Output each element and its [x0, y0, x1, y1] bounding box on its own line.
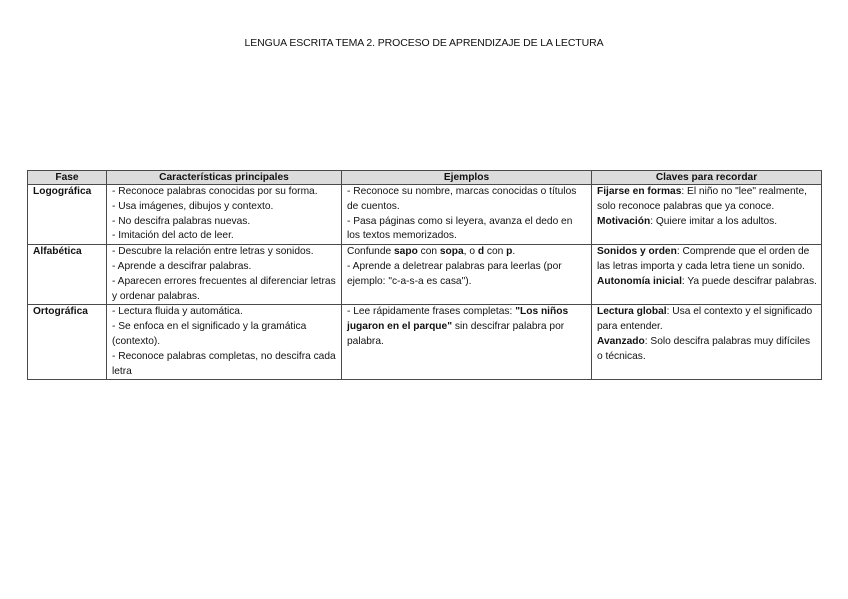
cell-fase — [28, 185, 107, 245]
table-row-alfabetica — [28, 245, 822, 305]
list-item: - Se enfoca en el significado y la gramática (contexto). — [112, 321, 307, 347]
list-item — [347, 305, 587, 349]
cell-caracteristicas — [107, 245, 342, 305]
clave-text: : Usa el contexto y el significado para entender. — [597, 306, 813, 333]
clave-text: : Comprende que el orden de las letras importa y cada letra tiene un sonido. — [597, 246, 810, 272]
clave-text: : Quiere imitar a los adultos. — [650, 215, 778, 227]
clave-text: : El niño no "lee" realmente, solo reconoce palabras que ya conoce. — [597, 186, 807, 212]
bold-word: sapo — [394, 246, 418, 258]
header-fase: Fase — [28, 171, 107, 185]
bold-phrase: "Los niños jugaron en el parque" — [347, 306, 569, 333]
clave-text: : Solo descifra palabras muy difíciles o técnicas. — [597, 335, 811, 362]
list-item: - Pasa páginas como si leyera, avanza el dedo en los textos memorizados. — [347, 215, 573, 242]
list-item: - Reconoce su nombre, marcas conocidas o títulos de cuentos. — [347, 186, 577, 212]
cell-claves — [592, 245, 822, 305]
cell-fase — [28, 305, 107, 380]
table-row-logografica — [28, 185, 822, 245]
text-run: con — [417, 246, 440, 258]
cell-claves — [592, 185, 822, 245]
reading-phases-table — [27, 170, 822, 380]
list-item: - Reconoce palabras completas, no descifra cada letra — [112, 350, 336, 377]
list-item: - Aprende a deletrear palabras para leerlas (por ejemplo: "c-a-s-a es casa"). — [347, 260, 562, 287]
clave-term: Fijarse en formas — [597, 186, 682, 197]
list-item: - Reconoce palabras conocidas por su forma. — [112, 186, 318, 197]
list-item: - No descifra palabras nuevas. — [112, 215, 251, 227]
list-item: - Lectura fluida y automática. — [112, 306, 243, 318]
fase-name: Ortográfica — [33, 306, 88, 318]
header-claves: Claves para recordar — [592, 171, 822, 185]
document-title: LENGUA ESCRITA TEMA 2. PROCESO DE APRENDIZAJE DE LA LECTURA — [244, 37, 604, 49]
clave-term: Avanzado — [597, 335, 645, 347]
table-header-row — [28, 171, 822, 185]
clave-item — [597, 275, 817, 290]
clave-item — [597, 215, 817, 230]
text-run: sin descifrar palabra por palabra. — [347, 321, 565, 347]
fase-name: Alfabética — [33, 246, 82, 258]
header-caracteristicas: Características principales — [107, 171, 342, 185]
clave-item — [597, 245, 817, 275]
list-item: - Imitación del acto de leer. — [112, 230, 234, 242]
cell-fase — [28, 245, 107, 305]
clave-item — [597, 185, 817, 215]
list-item: - Aparecen errores frecuentes al diferenciar letras y ordenar palabras. — [112, 275, 336, 302]
clave-item — [597, 335, 817, 365]
list-item — [347, 245, 587, 260]
cell-ejemplos — [342, 185, 592, 245]
bold-word: p — [506, 246, 513, 258]
list-item: - Descubre la relación entre letras y sonidos. — [112, 246, 314, 258]
list-item: - Aprende a descifrar palabras. — [112, 260, 252, 272]
bold-word: d — [477, 246, 485, 258]
cell-caracteristicas — [107, 305, 342, 380]
text-run: con — [484, 246, 507, 258]
fase-name: Logográfica — [33, 186, 92, 197]
cell-ejemplos — [342, 245, 592, 305]
clave-term: Motivación — [597, 215, 651, 227]
text-run: . — [512, 246, 516, 258]
cell-claves — [592, 305, 822, 380]
cell-ejemplos — [342, 305, 592, 380]
clave-text: : Ya puede descifrar palabras. — [681, 275, 817, 287]
clave-term: Sonidos y orden — [597, 246, 677, 258]
text-run: Confunde — [347, 246, 395, 258]
text-run: , o — [463, 246, 478, 258]
clave-term: Autonomía inicial — [597, 275, 682, 287]
clave-term: Lectura global — [597, 306, 667, 318]
cell-caracteristicas — [107, 185, 342, 245]
clave-item — [597, 305, 817, 335]
header-ejemplos: Ejemplos — [342, 171, 592, 185]
list-item: - Usa imágenes, dibujos y contexto. — [112, 200, 274, 212]
bold-word: sopa — [439, 246, 464, 258]
table-row-ortografica — [28, 305, 822, 380]
text-run: - Lee rápidamente frases completas: — [347, 306, 516, 318]
